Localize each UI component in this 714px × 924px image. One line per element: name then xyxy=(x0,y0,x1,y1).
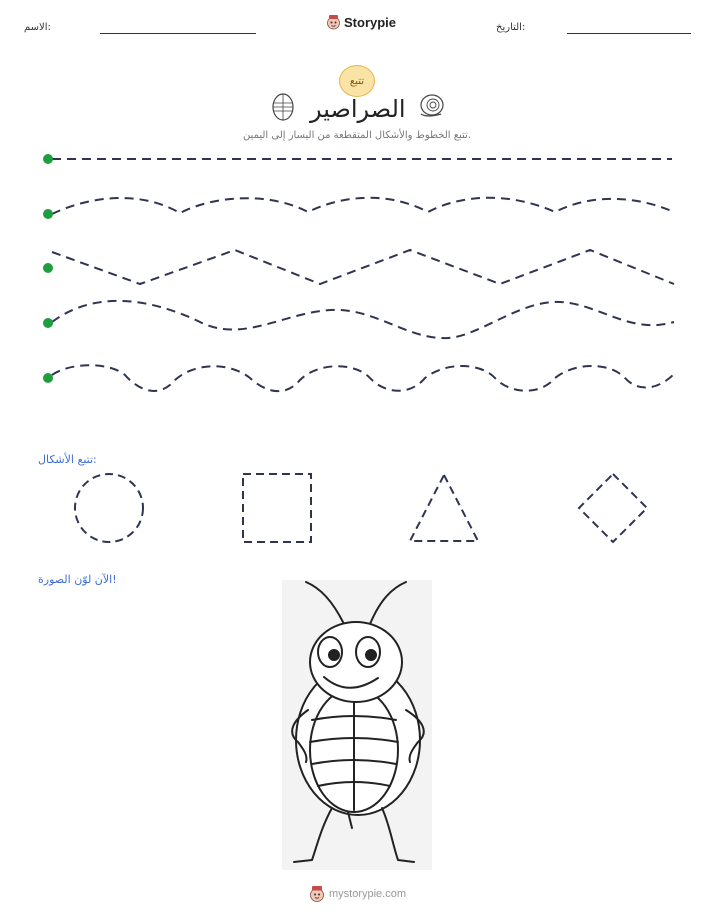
page-title: الصراصير xyxy=(310,95,406,123)
color-section-label: الآن لوّن الصورة! xyxy=(38,573,117,586)
start-dot xyxy=(43,373,53,383)
instructions-text: تتبع الخطوط والأشكال المتقطعة من اليسار إلى اليمين. xyxy=(242,130,472,141)
tracing-shapes xyxy=(0,470,714,550)
start-dot xyxy=(43,154,53,164)
trace-triangle[interactable] xyxy=(410,475,478,541)
brand-name: Storypie xyxy=(344,14,397,30)
tracing-lines xyxy=(0,140,714,400)
name-label: الاسم: xyxy=(24,22,51,33)
date-label: التاريخ: xyxy=(496,22,526,33)
trace-square[interactable] xyxy=(243,474,311,542)
trace-circle[interactable] xyxy=(75,474,143,542)
trace-diamond[interactable] xyxy=(579,474,647,542)
cockroach-egg-icon xyxy=(270,92,296,122)
start-dot xyxy=(43,209,53,219)
footer-website[interactable]: mystorypie.com xyxy=(329,888,407,900)
name-field-line[interactable] xyxy=(100,33,256,34)
storypie-mascot-icon xyxy=(309,885,325,903)
footer xyxy=(309,885,406,903)
tracing-line-wave[interactable] xyxy=(52,301,674,338)
start-dot xyxy=(43,263,53,273)
start-dot xyxy=(43,318,53,328)
date-field-line[interactable] xyxy=(567,33,691,34)
cockroach-illustration xyxy=(282,580,432,870)
tracing-line-bump-wave[interactable] xyxy=(52,365,674,391)
snail-shell-icon xyxy=(417,92,445,120)
tracing-line-gentle-wave[interactable] xyxy=(52,198,674,214)
shapes-section-label: تتبع الأشكال: xyxy=(38,453,97,466)
trace-badge: تتبع xyxy=(339,65,375,97)
brand-logo xyxy=(326,14,396,30)
tracing-line-zigzag[interactable] xyxy=(52,250,674,284)
storypie-mascot-icon xyxy=(326,14,341,30)
